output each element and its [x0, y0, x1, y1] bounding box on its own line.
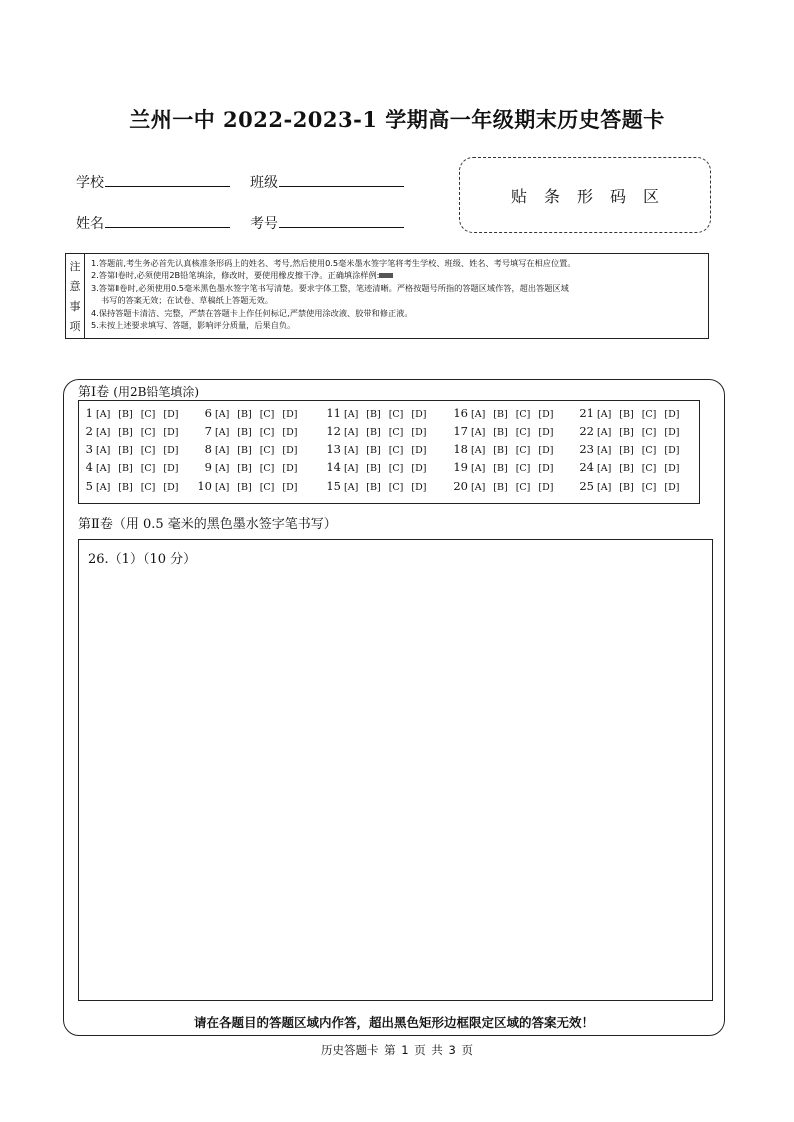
option-d-bubble[interactable]: [D] — [282, 409, 298, 420]
notes-list — [85, 254, 708, 338]
option-b-bubble[interactable]: [B] — [619, 445, 634, 456]
note-item-text: 2.答第Ⅰ卷时,必须使用2B铅笔填涂，修改时，要使用橡皮擦干净。正确填涂样例: — [91, 270, 380, 281]
option-b-bubble[interactable]: [B] — [366, 409, 381, 420]
option-a-bubble[interactable]: [A] — [215, 445, 230, 456]
option-c-bubble[interactable]: [C] — [140, 463, 156, 474]
school-label: 学校 — [76, 175, 104, 191]
option-a-bubble[interactable]: [A] — [471, 427, 486, 438]
option-b-bubble[interactable]: [B] — [366, 427, 381, 438]
option-b-bubble[interactable]: [B] — [118, 445, 133, 456]
choice-question-19 — [453, 460, 561, 474]
option-a-bubble[interactable]: [A] — [344, 409, 359, 420]
exam-no-field[interactable] — [279, 209, 404, 228]
choice-question-25 — [579, 479, 687, 493]
option-a-bubble[interactable]: [A] — [344, 445, 359, 456]
question-number: 4 — [85, 460, 93, 474]
question-number: 24 — [579, 460, 594, 474]
choice-question-9 — [197, 460, 305, 474]
note-item: 5.未按上述要求填写、答题，影响评分质量，后果自负。 — [91, 320, 296, 331]
option-b-bubble[interactable]: [B] — [493, 463, 508, 474]
option-c-bubble[interactable]: [C] — [641, 482, 657, 493]
question-number: 20 — [453, 479, 468, 493]
option-b-bubble[interactable]: [B] — [619, 409, 634, 420]
option-d-bubble[interactable]: [D] — [163, 482, 179, 493]
section1-title-text: 第Ⅰ卷 — [78, 385, 110, 400]
question-number: 16 — [453, 406, 468, 420]
choice-question-5 — [83, 479, 186, 493]
option-a-bubble[interactable]: [A] — [597, 427, 612, 438]
choice-question-18 — [453, 442, 561, 456]
option-b-bubble[interactable]: [B] — [366, 482, 381, 493]
choice-question-6 — [197, 406, 305, 420]
question-number: 13 — [326, 442, 341, 456]
option-d-bubble[interactable]: [D] — [664, 445, 680, 456]
option-b-bubble[interactable]: [B] — [118, 427, 133, 438]
question-number: 2 — [85, 424, 93, 438]
choice-question-2 — [83, 424, 186, 438]
option-c-bubble[interactable]: [C] — [515, 463, 531, 474]
note-item: 书写的答案无效；在试卷、草稿纸上答题无效。 — [101, 295, 273, 306]
option-b-bubble[interactable]: [B] — [493, 445, 508, 456]
option-a-bubble[interactable]: [A] — [96, 409, 111, 420]
page-footer: 历史答题卡 第 1 页 共 3 页 — [320, 1043, 474, 1057]
option-a-bubble[interactable]: [A] — [344, 427, 359, 438]
option-c-bubble[interactable]: [C] — [140, 427, 156, 438]
option-d-bubble[interactable]: [D] — [664, 427, 680, 438]
choice-question-7 — [197, 424, 305, 438]
option-d-bubble[interactable]: [D] — [538, 409, 554, 420]
option-a-bubble[interactable]: [A] — [597, 445, 612, 456]
question-number: 8 — [204, 442, 212, 456]
option-b-bubble[interactable]: [B] — [366, 463, 381, 474]
choice-question-13 — [326, 442, 434, 456]
option-c-bubble[interactable]: [C] — [641, 445, 657, 456]
option-d-bubble[interactable]: [D] — [664, 409, 680, 420]
choice-question-14 — [326, 460, 434, 474]
barcode-area — [459, 157, 711, 233]
option-a-bubble[interactable]: [A] — [344, 463, 359, 474]
choice-question-21 — [579, 406, 687, 420]
note-item: 1.答题前,考生务必首先认真核准条形码上的姓名、考号,然后使用0.5毫米墨水签字笔将考生学校、班级、姓名、考号填写在相应位置。 — [91, 258, 576, 268]
warning-text: 请在各题目的答题区域内作答，超出黑色矩形边框限定区域的答案无效！ — [193, 1015, 594, 1030]
option-c-bubble[interactable]: [C] — [259, 482, 275, 493]
option-a-bubble[interactable]: [A] — [597, 463, 612, 474]
option-a-bubble[interactable]: [A] — [215, 427, 230, 438]
option-c-bubble[interactable]: [C] — [388, 409, 404, 420]
option-c-bubble[interactable]: [C] — [515, 427, 531, 438]
option-c-bubble[interactable]: [C] — [140, 409, 156, 420]
option-c-bubble[interactable]: [C] — [388, 482, 404, 493]
notes-side-char: 注 — [69, 260, 81, 273]
option-a-bubble[interactable]: [A] — [597, 482, 612, 493]
section1-note: (用2B铅笔填涂) — [113, 385, 200, 399]
option-a-bubble[interactable]: [A] — [215, 409, 230, 420]
option-a-bubble[interactable]: [A] — [96, 427, 111, 438]
option-d-bubble[interactable]: [D] — [664, 482, 680, 493]
school-field[interactable] — [105, 168, 230, 187]
question-number: 7 — [204, 424, 212, 438]
option-a-bubble[interactable]: [A] — [96, 463, 111, 474]
option-b-bubble[interactable]: [B] — [237, 427, 252, 438]
name-field[interactable] — [105, 209, 230, 228]
page-title: 兰州一中 2022-2023-1 学期高一年级期末历史答题卡 — [129, 107, 665, 132]
option-a-bubble[interactable]: [A] — [215, 463, 230, 474]
choice-question-15 — [326, 479, 434, 493]
option-b-bubble[interactable]: [B] — [493, 482, 508, 493]
option-a-bubble[interactable]: [A] — [96, 445, 111, 456]
option-a-bubble[interactable]: [A] — [471, 409, 486, 420]
option-b-bubble[interactable]: [B] — [493, 409, 508, 420]
option-b-bubble[interactable]: [B] — [237, 482, 252, 493]
option-d-bubble[interactable]: [D] — [163, 463, 179, 474]
note-item: 4.保持答题卡清洁、完整，严禁在答题卡上作任何标记,严禁使用涂改液、胶带和修正液。 — [91, 307, 413, 318]
option-d-bubble[interactable]: [D] — [282, 427, 298, 438]
option-c-bubble[interactable]: [C] — [259, 463, 275, 474]
option-c-bubble[interactable]: [C] — [641, 409, 657, 420]
option-d-bubble[interactable]: [D] — [664, 463, 680, 474]
option-a-bubble[interactable]: [A] — [96, 482, 111, 493]
option-c-bubble[interactable]: [C] — [515, 482, 531, 493]
fill-sample-mark — [379, 273, 393, 278]
notes-side-char: 项 — [69, 320, 81, 333]
notes-side-label — [66, 254, 85, 338]
option-d-bubble[interactable]: [D] — [411, 409, 427, 420]
option-a-bubble[interactable]: [A] — [471, 445, 486, 456]
option-d-bubble[interactable]: [D] — [538, 427, 554, 438]
notes-side-char: 事 — [69, 300, 81, 313]
choice-question-23 — [579, 442, 687, 456]
option-d-bubble[interactable]: [D] — [411, 463, 427, 474]
question-number: 12 — [326, 424, 341, 438]
question-number: 1 — [85, 406, 93, 420]
note-item — [91, 269, 702, 281]
option-d-bubble[interactable]: [D] — [282, 445, 298, 456]
option-c-bubble[interactable]: [C] — [641, 427, 657, 438]
option-b-bubble[interactable]: [B] — [619, 482, 634, 493]
choice-question-8 — [197, 442, 305, 456]
choice-question-4 — [83, 460, 186, 474]
choice-question-10 — [197, 479, 305, 493]
option-b-bubble[interactable]: [B] — [619, 463, 634, 474]
option-a-bubble[interactable]: [A] — [344, 482, 359, 493]
option-a-bubble[interactable]: [A] — [215, 482, 230, 493]
option-b-bubble[interactable]: [B] — [237, 463, 252, 474]
option-a-bubble[interactable]: [A] — [597, 409, 612, 420]
question-number: 15 — [326, 479, 341, 493]
question-number: 6 — [204, 406, 212, 420]
question-number: 19 — [453, 460, 468, 474]
option-b-bubble[interactable]: [B] — [366, 445, 381, 456]
option-b-bubble[interactable]: [B] — [118, 409, 133, 420]
question-number: 17 — [453, 424, 468, 438]
option-d-bubble[interactable]: [D] — [282, 482, 298, 493]
question-26-label: 26.（1）（10 分） — [88, 552, 197, 567]
option-d-bubble[interactable]: [D] — [411, 482, 427, 493]
option-d-bubble[interactable]: [D] — [163, 445, 179, 456]
question-number: 10 — [197, 479, 212, 493]
choice-question-22 — [579, 424, 687, 438]
option-d-bubble[interactable]: [D] — [411, 445, 427, 456]
choice-question-12 — [326, 424, 434, 438]
name-label: 姓名 — [76, 216, 104, 232]
option-c-bubble[interactable]: [C] — [388, 463, 404, 474]
note-item: 3.答第Ⅱ卷时,必须使用0.5毫米黑色墨水签字笔书写清楚。要求字体工整，笔迹清晰。严格按题号所指的答题区域作答，超出答题区域 — [91, 282, 569, 293]
option-c-bubble[interactable]: [C] — [388, 427, 404, 438]
option-b-bubble[interactable]: [B] — [237, 445, 252, 456]
question-number: 18 — [453, 442, 468, 456]
option-c-bubble[interactable]: [C] — [140, 445, 156, 456]
answer-box-q26[interactable] — [78, 539, 713, 1001]
question-number: 21 — [579, 406, 594, 420]
choice-question-1 — [83, 406, 186, 420]
class-field[interactable] — [279, 168, 404, 187]
exam-no-label: 考号 — [250, 216, 278, 232]
option-b-bubble[interactable]: [B] — [237, 409, 252, 420]
question-number: 22 — [579, 424, 594, 438]
question-number: 23 — [579, 442, 594, 456]
choice-question-16 — [453, 406, 561, 420]
option-c-bubble[interactable]: [C] — [140, 482, 156, 493]
option-b-bubble[interactable]: [B] — [619, 427, 634, 438]
choice-question-17 — [453, 424, 561, 438]
choice-question-3 — [83, 442, 186, 456]
option-d-bubble[interactable]: [D] — [282, 463, 298, 474]
question-number: 3 — [85, 442, 93, 456]
section2-title: 第Ⅱ卷（用 0.5 毫米的黑色墨水签字笔书写） — [78, 517, 337, 532]
barcode-area-label: 贴条形码区 — [510, 186, 676, 206]
choice-grid — [78, 400, 700, 504]
option-c-bubble[interactable]: [C] — [641, 463, 657, 474]
option-c-bubble[interactable]: [C] — [259, 409, 275, 420]
question-number: 9 — [204, 460, 212, 474]
option-d-bubble[interactable]: [D] — [163, 427, 179, 438]
choice-question-11 — [326, 406, 434, 420]
option-c-bubble[interactable]: [C] — [259, 445, 275, 456]
option-c-bubble[interactable]: [C] — [515, 409, 531, 420]
section1-title — [78, 381, 199, 400]
option-a-bubble[interactable]: [A] — [471, 463, 486, 474]
option-b-bubble[interactable]: [B] — [493, 427, 508, 438]
notes-box — [65, 253, 709, 339]
option-d-bubble[interactable]: [D] — [538, 463, 554, 474]
question-number: 11 — [326, 406, 341, 420]
option-d-bubble[interactable]: [D] — [538, 482, 554, 493]
option-b-bubble[interactable]: [B] — [118, 463, 133, 474]
option-d-bubble[interactable]: [D] — [538, 445, 554, 456]
option-c-bubble[interactable]: [C] — [259, 427, 275, 438]
option-b-bubble[interactable]: [B] — [118, 482, 133, 493]
question-number: 25 — [579, 479, 594, 493]
question-number: 5 — [85, 479, 93, 493]
option-c-bubble[interactable]: [C] — [515, 445, 531, 456]
class-label: 班级 — [250, 175, 278, 191]
option-c-bubble[interactable]: [C] — [388, 445, 404, 456]
choice-question-20 — [453, 479, 561, 493]
option-d-bubble[interactable]: [D] — [411, 427, 427, 438]
option-a-bubble[interactable]: [A] — [471, 482, 486, 493]
choice-question-24 — [579, 460, 687, 474]
notes-side-char: 意 — [69, 280, 81, 293]
option-d-bubble[interactable]: [D] — [163, 409, 179, 420]
question-number: 14 — [326, 460, 341, 474]
